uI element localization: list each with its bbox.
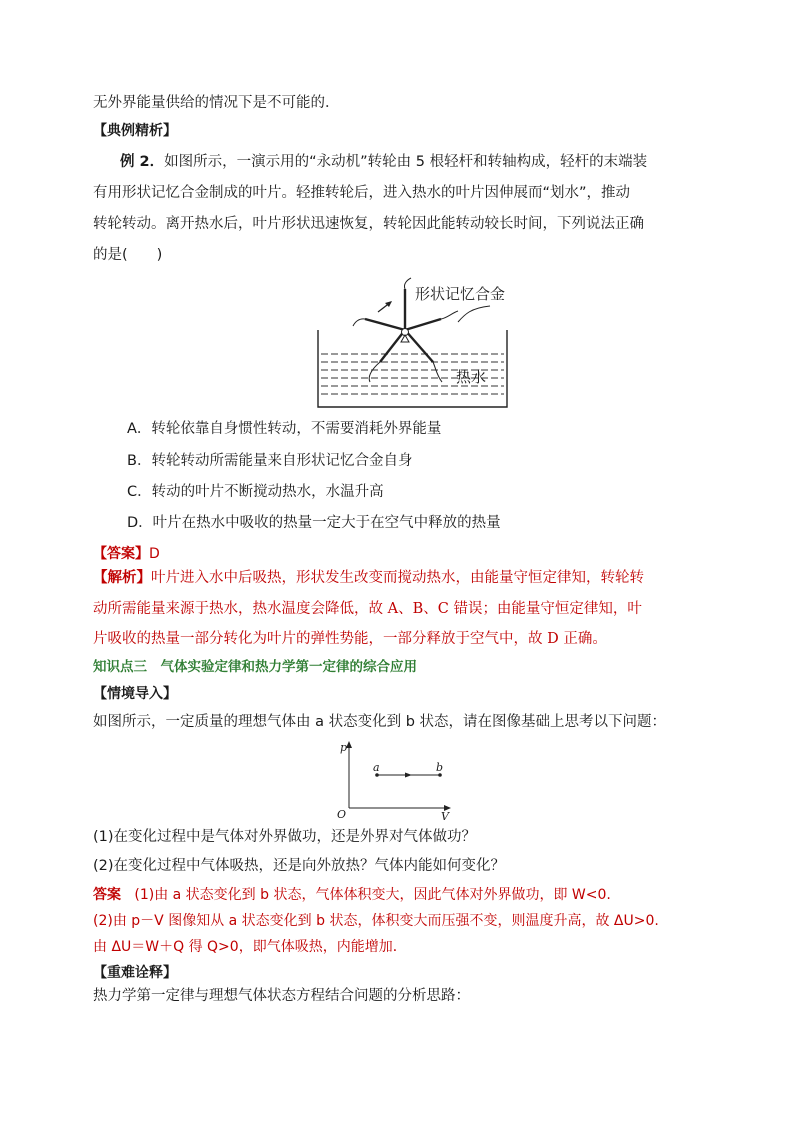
option-d: D．叶片在热水中吸收的热量一定大于在空气中释放的热量 (127, 515, 501, 531)
point-a-label: a (373, 761, 380, 774)
y-axis-label: p (340, 741, 348, 754)
example-text-1: 如图所示，一演示用的“永动机”转轮由 5 根轻杆和转轴构成，轻杆的末端装 (164, 154, 648, 170)
scenario-heading: 【情境导入】 (93, 686, 177, 702)
example-heading: 【典例精析】 (93, 123, 177, 139)
scenario-answer-text-1: (1)由 a 状态变化到 b 状态，气体体积变大，因此气体对外界做功，即 W<0. (134, 887, 611, 903)
scenario-answer-1 (93, 886, 611, 904)
difficulty-heading: 【重难诠释】 (93, 965, 177, 981)
analysis-label: 【解析】 (93, 570, 151, 586)
example-line-3: 转轮转动。离开热水后，叶片形状迅速恢复，转轮因此能转动较长时间，下列说法正确 (93, 216, 644, 232)
option-b: B．转轮转动所需能量来自形状记忆合金自身 (127, 453, 413, 469)
example-line-4: 的是( ) (93, 247, 163, 263)
analysis-line-2: 动所需能量来源于热水，热水温度会降低，故 A、B、C 错误；由能量守恒定律知，叶 (93, 601, 642, 617)
intro-tail: 无外界能量供给的情况下是不可能的． (93, 95, 340, 111)
example-line-2: 有用形状记忆合金制成的叶片。轻推转轮后，进入热水的叶片因伸展而“划水”，推动 (93, 185, 631, 201)
analysis-text-1: 叶片进入水中后吸热，形状发生改变而搅动热水，由能量守恒定律知，转轮转 (151, 570, 644, 586)
label-shape-memory-alloy: 形状记忆合金 (415, 285, 506, 303)
option-a: A．转轮依靠自身惯性转动，不需要消耗外界能量 (127, 421, 442, 437)
pv-graph (335, 738, 460, 822)
origin-label: O (337, 808, 347, 821)
knowledge-point-heading: 知识点三 气体实验定律和热力学第一定律的综合应用 (93, 659, 417, 675)
example-line-1 (120, 153, 647, 171)
scenario-intro: 如图所示，一定质量的理想气体由 a 状态变化到 b 状态，请在图像基础上思考以下问题： (93, 714, 667, 730)
answer-line (93, 545, 160, 563)
scenario-answer-3: 由 ΔU＝W＋Q 得 Q>0，即气体吸热，内能增加． (93, 939, 407, 955)
analysis-line-1 (93, 569, 644, 587)
scenario-answer-label: 答案 (93, 887, 121, 903)
answer-label: 【答案】 (93, 546, 149, 562)
answer-value: D (149, 546, 160, 562)
question-2: (2)在变化过程中气体吸热，还是向外放热？气体内能如何变化？ (93, 858, 506, 874)
x-axis-label: V (441, 810, 449, 822)
example-label: 例 2． (120, 154, 165, 170)
analysis-line-3: 片吸收的热量一部分转化为叶片的弹性势能，一部分释放于空气中，故 D 正确。 (93, 631, 607, 647)
question-1: (1)在变化过程中是气体对外界做功，还是外界对气体做功？ (93, 829, 477, 845)
difficulty-text: 热力学第一定律与理想气体状态方程结合问题的分析思路： (93, 988, 470, 1004)
perpetual-motion-wheel-figure (315, 272, 510, 412)
scenario-answer-2: (2)由 p－V 图像知从 a 状态变化到 b 状态，体积变大而压强不变，则温度升高，故 ΔU>0. (93, 913, 659, 929)
point-b-label: b (436, 761, 444, 774)
label-hot-water: 热水 (456, 368, 487, 386)
option-c: C．转动的叶片不断搅动热水，水温升高 (127, 484, 384, 500)
